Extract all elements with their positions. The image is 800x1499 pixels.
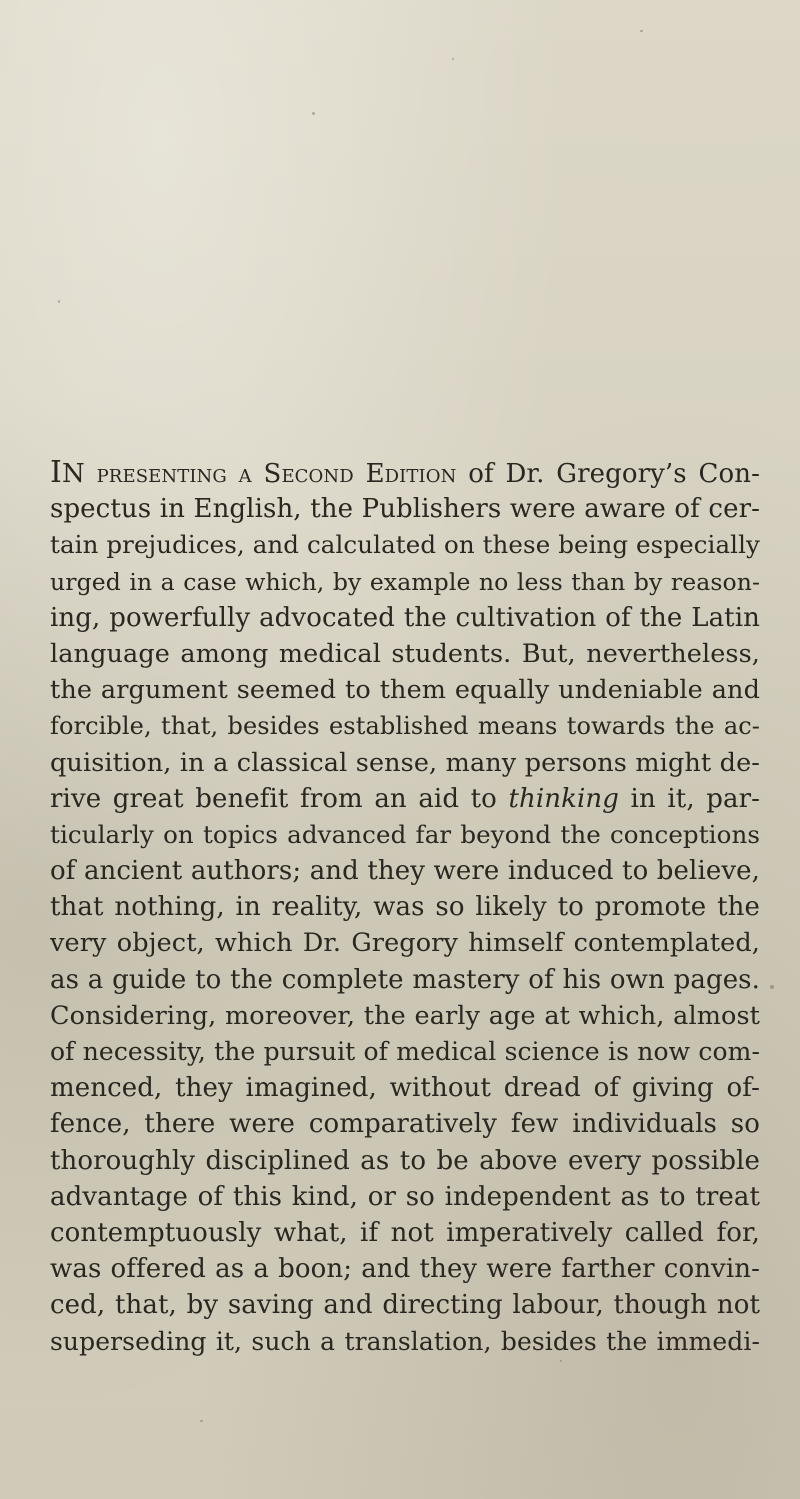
text-line-1 [50, 455, 760, 491]
text-line-24: ced, that, by saving and directing labour, though not [50, 1290, 760, 1321]
text-line-10 [50, 781, 760, 817]
text-line-22: contemptuously what, if not imperatively called for, [50, 1217, 760, 1248]
paper-speck [640, 30, 643, 32]
text-line-7: the argument seemed to them equally undeniable and [50, 675, 760, 706]
text-line-2: spectus in English, the Publishers were aware of cer- [50, 494, 760, 525]
text-line-14: very object, which Dr. Gregory himself contemplated, [50, 928, 760, 959]
edition-smallcaps: Second Edition [263, 459, 457, 489]
text-line-13: that nothing, in reality, was so likely to promote the [50, 892, 760, 923]
drop-cap: I [50, 455, 62, 490]
text-line-11: ticularly on topics advanced far beyond the conceptions [50, 819, 760, 849]
text-line-8: forcible, that, besides established means towards the ac- [50, 712, 760, 741]
text-segment: N presenting a [61, 459, 264, 489]
text-line-23: was offered as a boon; and they were farther convin- [50, 1254, 760, 1285]
text-line-25: superseding it, such a translation, besides the immedi- [50, 1326, 760, 1356]
text-line-18: menced, they imagined, without dread of giving of- [50, 1073, 760, 1104]
italic-word: thinking [508, 783, 619, 814]
text-line-4: urged in a case which, by example no less than by reason- [50, 567, 760, 596]
paper-speck [200, 1420, 203, 1422]
text-line-12: of ancient authors; and they were induced to believe, [50, 856, 760, 887]
text-line-20: thoroughly disciplined as to be above every possible [50, 1145, 760, 1176]
text-segment: in it, par- [619, 783, 760, 814]
text-line-21: advantage of this kind, or so independent as to treat [50, 1181, 760, 1212]
text-segment: of Dr. Gregory’s Con- [456, 459, 760, 489]
paper-speck [770, 985, 774, 989]
text-line-5: ing, powerfully advocated the cultivation of the Latin [50, 602, 760, 633]
text-segment: rive great benefit from an aid to [50, 783, 509, 814]
text-line-9: quisition, in a classical sense, many persons might de- [50, 747, 760, 778]
text-line-17: of necessity, the pursuit of medical science is now com- [50, 1037, 760, 1066]
text-line-16: Considering, moreover, the early age at which, almost [50, 1000, 760, 1031]
text-line-3: tain prejudices, and calculated on these being especially [50, 530, 760, 560]
text-line-19: fence, there were comparatively few individuals so [50, 1109, 760, 1140]
paper-speck [452, 58, 454, 60]
paper-speck [560, 1360, 562, 1362]
paper-speck [312, 112, 315, 115]
text-line-15: as a guide to the complete mastery of his own pages. [50, 964, 760, 995]
paper-speck [58, 300, 60, 303]
text-line-6: language among medical students. But, nevertheless, [50, 638, 760, 669]
body-paragraph [50, 455, 760, 1360]
